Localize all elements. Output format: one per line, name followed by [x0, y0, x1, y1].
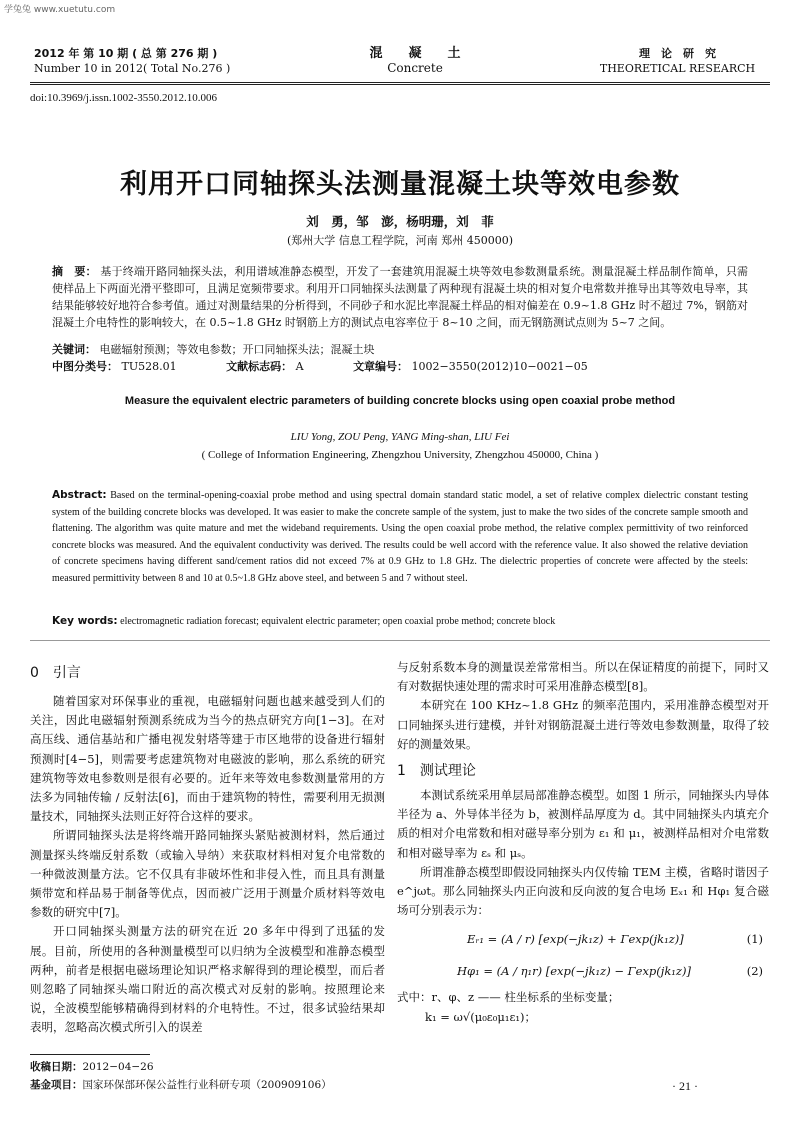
journal-en: Concrete — [387, 61, 443, 75]
clc-label: 中图分类号： — [52, 360, 118, 373]
intro-paragraph-1: 随着国家对环保事业的重视，电磁辐射问题也越来越受到人们的关注，因此电磁辐射预测系统成为当今的热点研究方向[1−3]。在对高压线、通信基站和广播电视发射塔等建于市区地带的设备进行辐射预测时[4−5]，则需要考虑建筑物对电磁波的影响，那么系统的研究建筑物等效电参数则是很有必要的。近年来等效电参数测量常用的方法多为同轴传输 / 反射法[6]，而由于建筑物的特性，需要利用无损测量技术，同轴探头法则正好符合这样的要求。 — [30, 694, 385, 824]
header-rule-2 — [30, 84, 770, 85]
theory-paragraph-1: 本测试系统采用单层局部准静态模型。如图 1 所示，同轴探头内导体半径为 a、外导体半径为 b，被测样品厚度为 d。其中同轴探头内填充介质的相对介电常数和相对磁导率分别为 ε₁ 和 μ₁，被测样品相对介电常数和相对磁导率为 εₛ 和 μₛ。 — [397, 788, 769, 860]
authors-zh: 刘 勇，邹 澎，杨明珊，刘 菲 — [306, 214, 494, 229]
abstract-zh-label: 摘 要： — [52, 265, 97, 278]
section-1-heading: 1 测试理论 — [397, 763, 476, 780]
equation-1 — [397, 926, 769, 956]
received-value: 2012−04−26 — [82, 1061, 154, 1073]
clc-value: TU528.01 — [121, 360, 177, 373]
keywords-zh-text: 电磁辐射预测；等效电参数；开口同轴探头法；混凝土块 — [99, 343, 375, 356]
theory-paragraph-2: 所谓准静态模型即假设同轴探头内仅传输 TEM 主模，省略时谐因子 e^jωt。那么同轴探头内正向波和反向波的复合电场 Eₓ₁ 和 Hφ₁ 复合磁场可分别表示为： — [397, 864, 769, 918]
abstract-zh — [52, 263, 748, 331]
issue-en: Number 10 in 2012( Total No.276 ) — [34, 62, 231, 75]
abstract-en — [52, 487, 748, 588]
header-section — [590, 46, 765, 76]
classification — [52, 358, 748, 375]
left-column — [30, 658, 385, 1038]
abstract-zh-text: 基于终端开路同轴探头法，利用谱域准静态模型，开发了一套建筑用混凝土块等效电参数测量系统。测量混凝土样品制作简单，只需使样品上下两面光滑平整即可，且满足宽频带要求。利用开口同轴探头法测量了两种现有混凝土块的相对复介电常数并推导出其等效电导率，其结果能够较好地符合参考值。通过对测量结果的分析得到，不同砂子和水泥比率混凝土样品的相对偏差在 0.9~1.8 GHz 时不超过 7%，钢筋对混凝土介电特性的影响较大，在 0.5~1.8 GHz 时钢筋上方的测试点电容率位于 8~10 之间，而无钢筋测试点则为 5~7 之间。 — [52, 265, 749, 329]
fund-label: 基金项目： — [30, 1079, 83, 1091]
right-column — [397, 658, 769, 1027]
equation-2-formula: Hφ₁ = (A / η₁r) [exp(−jk₁z) − Γexp(jk₁z)] — [457, 964, 691, 979]
section-0-heading: 0 引言 — [30, 665, 81, 681]
keywords-zh-label: 关键词： — [52, 343, 96, 356]
equation-note-2: k₁ = ω√(μ₀ε₀μ₁ε₁)； — [425, 1009, 537, 1024]
authors-en: LIU Yong, ZOU Peng, YANG Ming-shan, LIU Fei — [290, 431, 510, 443]
abstract-rule — [30, 640, 770, 641]
equation-note-1: 式中：r、φ、z —— 柱坐标系的坐标变量； — [397, 990, 620, 1005]
footnotes — [30, 1058, 385, 1094]
received-date — [30, 1058, 385, 1076]
intro-paragraph-2: 所谓同轴探头法是将终端开路同轴探头紧贴被测材料，然后通过测量探头终端反射系数（或输入导纳）来获取材料相对复介电常数的一种微波测量方法。它不仅具有非破坏性和非侵入性，而且具有测量频带宽和样品易于制备等优点，因而被广泛用于测量介质材料等效电参数的研究中[7]。 — [30, 828, 385, 920]
issue-zh: 2012 年 第 10 期 ( 总 第 276 期 ) — [34, 47, 218, 60]
intro-paragraph-3: 开口同轴探头测量方法的研究在近 20 多年中得到了迅猛的发展。目前，所使用的各种测量模型可以归纳为全波模型和准静态模型两种，前者是根据电磁场理论知识严格求解得到的理论模型，而后者则忽略了同轴探头端口附近的高次模式对反射的影响。按照理论来说，全波模型能够精确得到材料的介电特性。不过，很多试验结果却表明，忽略高次模式所引入的误差 — [30, 924, 385, 1035]
abstract-en-label: Abstract: — [52, 489, 107, 501]
article-no-label: 文章编号： — [353, 360, 409, 373]
equation-1-formula: Eᵣ₁ = (A / r) [exp(−jk₁z) + Γexp(jk₁z)] — [467, 932, 684, 947]
doc-code-value: A — [295, 360, 304, 373]
received-label: 收稿日期： — [30, 1061, 83, 1073]
paper-title-zh: 利用开口同轴探头法测量混凝土块等效电参数 — [120, 169, 680, 200]
header-journal — [330, 46, 500, 76]
paper-title-en: Measure the equivalent electric parameters of building concrete blocks using open coaxial probe method — [124, 395, 676, 407]
keywords-zh — [52, 341, 748, 358]
fund-value: 国家环保部环保公益性行业科研专项（200909106） — [82, 1079, 332, 1091]
affiliation-en: ( College of Information Engineering, Zhengzhou University, Zhengzhou 450000, China ) — [201, 449, 599, 461]
header-issue — [34, 46, 230, 76]
header-rule — [30, 82, 770, 83]
doc-code-label: 文献标志码： — [226, 360, 293, 373]
journal-zh: 混 凝 土 — [369, 46, 461, 61]
abstract-en-text: Based on the terminal-opening-coaxial probe method and using spectral domain standard static model, a set of relative complex dielectric constant testing system of the building concrete blocks was developed. It was easier to make the concrete sample of the system, just to make the two sides of the concrete sample smooth and flattening. The algorithm was quite mature and met the wideband requirements. Using the open coaxial probe method, the relative complex permittivity of two reinforced concrete blocks was measured. And the equivalent conductivity was derived. The results could be well accord with the reference value. It also showed the relative deviation of concrete specimens having different sand/cement ratios did not exceed 7% at 0.9 GHz to 1.8 GHz. The dielectric properties of concrete were affected by the steels: measured permittivity between 8 and 10 at 0.5~1.8 GHz above steel, and between 5 and 7 without steel. — [52, 490, 749, 584]
watermark: 学兔兔 www.xuetutu.com — [4, 5, 116, 15]
right-paragraph-2: 本研究在 100 KHz~1.8 GHz 的频率范围内，采用准静态模型对开口同轴探头进行建模，并针对钢筋混凝土进行等效电参数测量，取得了较好的测量效果。 — [397, 698, 769, 751]
section-zh: 理 论 研 究 — [639, 47, 716, 60]
equation-1-number: (1) — [746, 932, 763, 947]
article-no-value: 1002−3550(2012)10−0021−05 — [411, 360, 588, 373]
keywords-en-text: electromagnetic radiation forecast; equivalent electric parameter; open coaxial probe method; concrete block — [120, 616, 556, 627]
section-en: THEORETICAL RESEARCH — [599, 62, 756, 75]
keywords-en-label: Key words: — [52, 615, 118, 627]
fund-info — [30, 1076, 385, 1094]
right-paragraph-1: 与反射系数本身的测量误差常常相当。所以在保证精度的前提下，同时又有对数据快速处理的需求时可采用准静态模型[8]。 — [397, 660, 769, 694]
keywords-en — [52, 613, 748, 631]
page-number: · 21 · — [672, 1079, 698, 1093]
equation-2 — [397, 956, 769, 988]
doi: doi:10.3969/j.issn.1002-3550.2012.10.006 — [30, 92, 218, 104]
affiliation-zh: (郑州大学 信息工程学院，河南 郑州 450000) — [286, 234, 514, 247]
footnote-rule — [30, 1054, 150, 1055]
equation-2-number: (2) — [746, 964, 763, 979]
